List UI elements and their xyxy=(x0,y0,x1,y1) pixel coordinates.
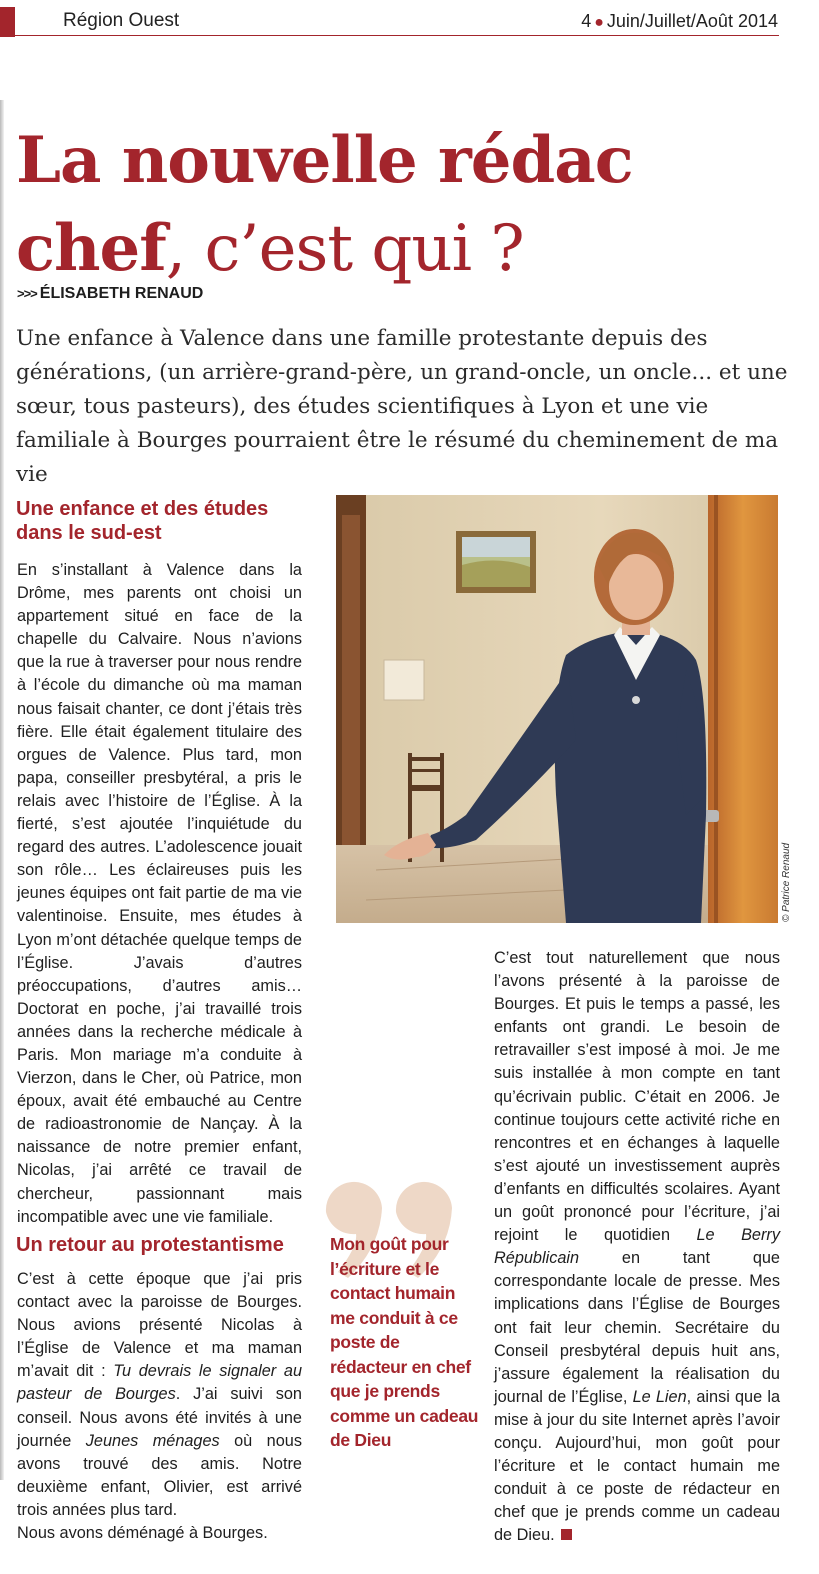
body-column-1-lower xyxy=(17,1268,302,1545)
paragraph-enfance: En s’installant à Valence dans la Drôme, mes parents ont choisi un appartement situé en face de la chapelle du Calvaire. Nous n’avions que la rue à traverser pour nous rendre à l’école du dimanche où ma maman nous faisait chanter, ce dont j’étais très fière. Elle était également titulaire des orgues de Valence. Plus tard, mon papa, conseiller presbytéral, a pris le relais avec l’histoire de l’Église. À la fierté, s’est ajoutée l’inquiétude du regard des autres. L’adolescence jouait son rôle… Les éclaireuses puis les jeunes équipes ont fait partie de ma vie valentinoise. Ensuite, mes études à Lyon m’ont détachée quelque temps de l’Église. J’avais d’autres préoccupations, d’autres amis… Doctorat en poche, j’ai travaillé trois années dans la recherche médicale à Paris. Mon mariage m’a conduite à Vierzon, dans le Cher, où Patrice, mon époux, avait été embauché au Centre de radioastronomie de Nançay. À la naissance de notre premier enfant, Nicolas, j’ai arrêté ce travail de chercheur, passionnant mais incompatible avec une vie familiale. xyxy=(17,561,302,1226)
bullet-icon: ● xyxy=(594,14,604,31)
section-tab xyxy=(0,7,15,37)
paragraph-bourges: C’est tout naturellement que nous l’avons présenté à la paroisse de Bourges. Et puis le temps a passé, les enfants ont grandi. Le besoin de retravailler s’est imposé à moi. Je me suis installée à mon compte en tant qu’écrivain public. C’était en 2006. Je continue toujours cette activité riche en rencontres et en échanges à laquelle s’est ajouté un investissement auprès d’enfants en difficultés scolaires. Ayant un goût prononcé pour l’écriture, j’ai rejoint le quotidien Le Berry Républicain en tant que correspondante locale de presse. Mes implications dans l’Église de Bourges ont fait leur chemin. Secrétaire du Conseil presbytéral depuis huit ans, j’assure également la réalisation du journal de l’Église, Le Lien, ainsi que la mise à jour du site Internet après l’avoir conçu. Aujourd’hui, mon goût pour l’écriture et le contact humain me conduit à ce poste de rédacteur en chef que je prends comme un cadeau de Dieu. xyxy=(494,949,780,1545)
byline xyxy=(17,285,203,303)
issue-date: Juin/Juillet/Août 2014 xyxy=(606,11,778,31)
author-name: ÉLISABETH RENAUD xyxy=(39,285,204,302)
portrait-photo xyxy=(336,495,778,923)
article-title: La nouvelle rédac chef, c’est qui ? xyxy=(16,123,633,286)
body-column-1 xyxy=(17,559,302,1229)
issue-info xyxy=(581,11,778,32)
page-edge-shadow xyxy=(0,100,4,1480)
section-name: Région Ouest xyxy=(63,10,180,31)
page-number: 4 xyxy=(581,11,592,31)
chevrons-icon: >>> xyxy=(17,286,37,301)
pull-quote: Mon goût pour l’écriture et le contact humain me conduit à ce poste de rédacteur en chef que je prends comme un cadeau de Dieu xyxy=(330,1234,479,1450)
body-column-3 xyxy=(494,947,780,1547)
paragraph-demenagement: Nous avons déménagé à Bourges. xyxy=(17,1524,268,1543)
end-mark-icon xyxy=(561,1529,572,1540)
photo-credit: © Patrice Renaud xyxy=(781,842,792,922)
section-heading-enfance: Une enfance et des études dans le sud-est xyxy=(16,498,269,544)
header-rule xyxy=(15,35,779,36)
section-heading-retour: Un retour au protestantisme xyxy=(16,1234,284,1256)
paragraph-retour: C’est à cette époque que j’ai pris contact avec la paroisse de Bourges. Nous avions présenté Nicolas à l’Église de Valence et ma maman m’avait dit : Tu devrais le signaler au pasteur de Bourges. J’ai suivi son conseil. Nous avons été invités à une journée Jeunes ménages où nous avons trouvé des amis. Notre deuxième enfant, Olivier, est arrivé trois années plus tard. xyxy=(17,1270,302,1519)
lead-paragraph: Une enfance à Valence dans une famille protestante depuis des générations, (un arrière-grand-père, un grand-oncle, un oncle... et une sœur, tous pasteurs), des études scientifiques à Lyon et une vie familiale à Bourges pourraient être le résumé du cheminement de ma vie xyxy=(16,326,788,487)
